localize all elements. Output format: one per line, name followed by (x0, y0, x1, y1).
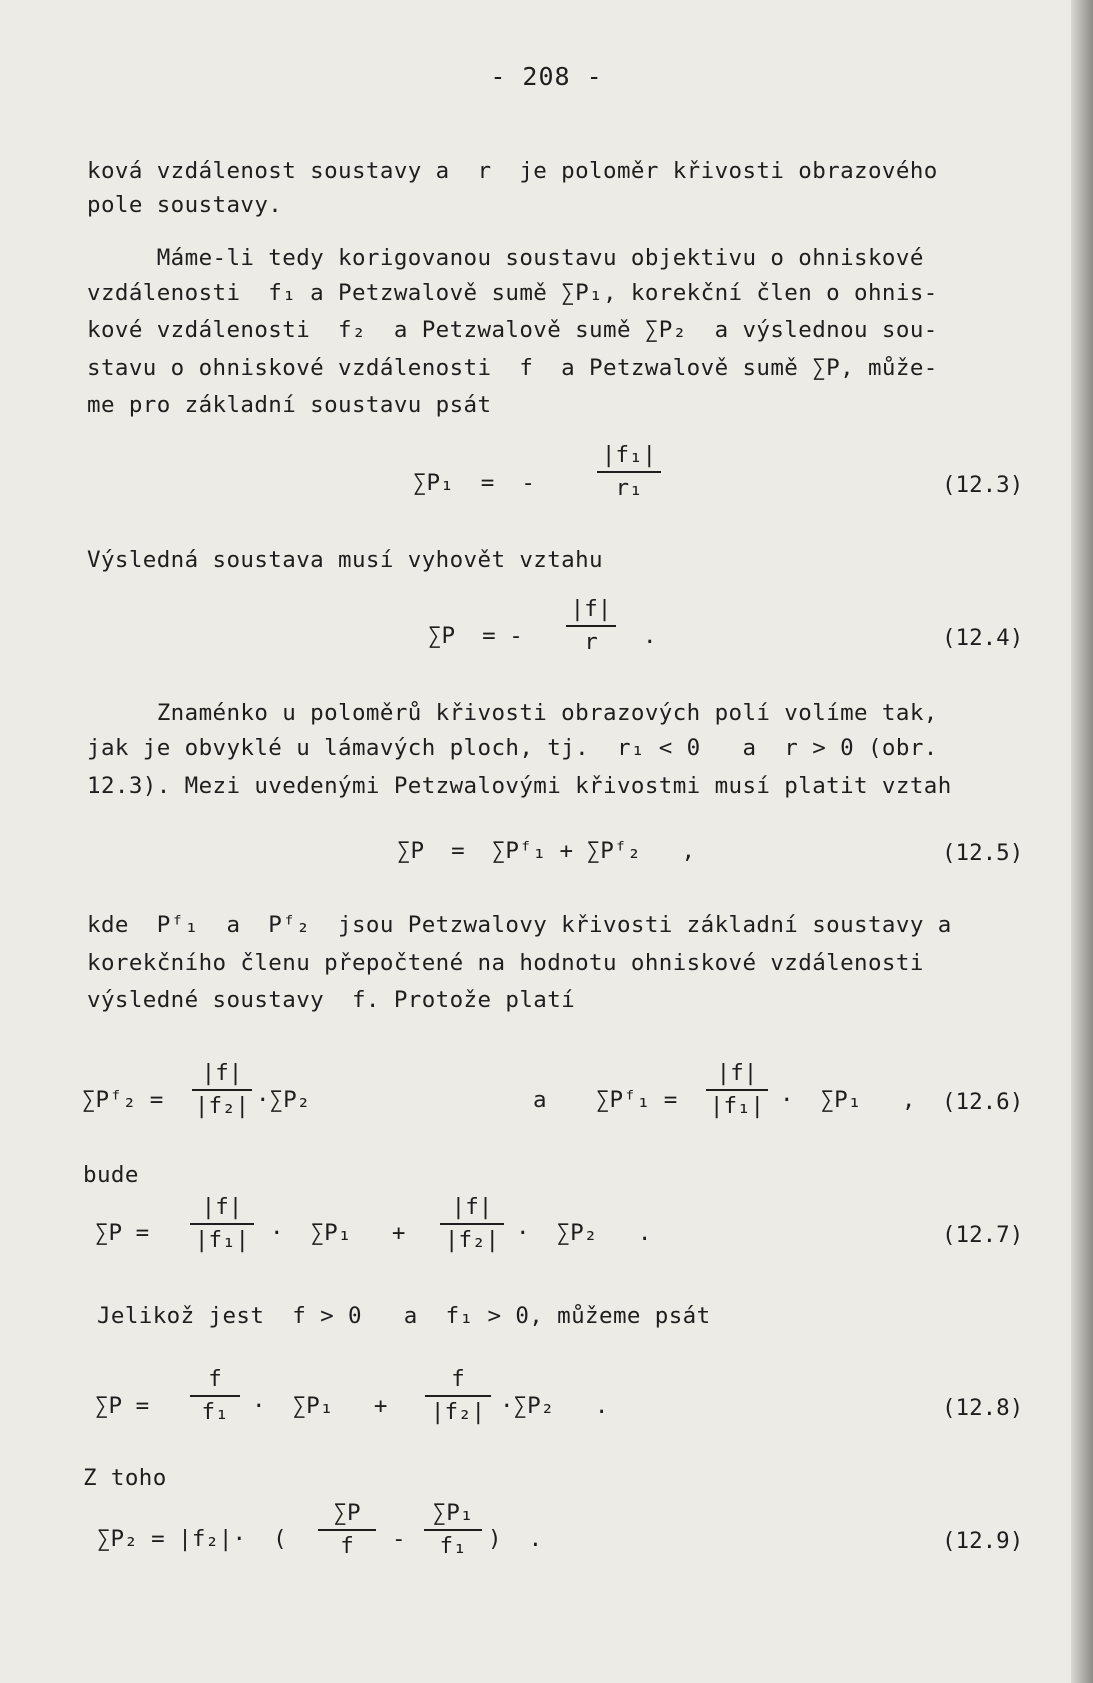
denominator: |f₁| (194, 1226, 250, 1253)
equation-number: (12.7) (942, 1222, 1024, 1248)
equation-12-6-right-fraction (706, 1062, 768, 1117)
text-line: Výsledná soustava musí vyhovět vztahu (87, 547, 604, 573)
equation-number: (12.3) (942, 472, 1024, 498)
text-line: bude (83, 1162, 139, 1188)
equation-12-8-fraction-2 (425, 1368, 491, 1423)
equation-12-4-lhs: ∑P = - (428, 623, 523, 649)
equation-12-3-fraction (597, 444, 661, 499)
equation-12-6-left-fraction (192, 1062, 252, 1117)
numerator: |f| (570, 596, 612, 622)
equation-12-6-right-tail: · ∑P₁ , (780, 1087, 916, 1113)
numerator: |f| (451, 1194, 493, 1220)
text-line: kové vzdálenosti f₂ a Petzwalově sumě ∑P₂ a výslednou sou- (87, 317, 938, 343)
denominator: f₁ (201, 1398, 229, 1425)
text-line: Z toho (83, 1465, 167, 1491)
denominator: f (340, 1532, 354, 1559)
text-line: Jelikož jest f > 0 a f₁ > 0, můžeme psát (83, 1303, 711, 1329)
text-line: 12.3). Mezi uvedenými Petzwalovými křivostmi musí platit vztah (87, 773, 952, 799)
equation-12-9-lhs: ∑P₂ = |f₂|· ( (97, 1526, 287, 1552)
numerator: f (208, 1366, 222, 1392)
numerator: f (451, 1366, 465, 1392)
equation-number: (12.8) (942, 1395, 1024, 1421)
numerator: |f₁| (601, 442, 657, 468)
page-number: - 208 - (490, 62, 603, 91)
equation-12-8-fraction-1 (190, 1368, 240, 1423)
numerator: ∑P (333, 1500, 361, 1526)
equation-12-9-fraction-2 (424, 1502, 482, 1557)
denominator: f₁ (439, 1532, 467, 1559)
equation-number: (12.4) (942, 625, 1024, 651)
denominator: |f₂| (194, 1092, 250, 1119)
denominator: |f₂| (444, 1226, 500, 1253)
equation-12-9-tail: ) . (488, 1526, 543, 1552)
equation-12-4-tail: . (643, 623, 657, 649)
equation-12-9-fraction-1 (318, 1502, 376, 1557)
text-line: ková vzdálenost soustavy a r je poloměr křivosti obrazového (87, 158, 938, 184)
equation-12-6-conjunction: a (533, 1087, 547, 1113)
equation-number: (12.6) (942, 1089, 1024, 1115)
equation-12-8-lhs: ∑P = (95, 1393, 150, 1419)
numerator: ∑P₁ (432, 1500, 474, 1526)
page-edge-shadow (1071, 0, 1093, 1683)
denominator: r (584, 628, 598, 655)
equation-12-8-term-1: · ∑P₁ + (252, 1393, 388, 1419)
numerator: |f| (716, 1060, 758, 1086)
equation-12-9-minus: - (392, 1526, 406, 1552)
numerator: |f| (201, 1060, 243, 1086)
equation-12-3-lhs: ∑P₁ = - (413, 470, 535, 496)
denominator: |f₁| (709, 1092, 765, 1119)
equation-12-6-left-tail: ·∑P₂ (256, 1087, 311, 1113)
text-line: Znaménko u poloměrů křivosti obrazových polí volíme tak, (87, 700, 938, 726)
equation-12-6-left-lhs: ∑Pᶠ₂ = (82, 1087, 164, 1113)
text-line: pole soustavy. (87, 192, 283, 218)
equation-12-7-term-2: · ∑P₂ . (516, 1220, 652, 1246)
text-line: Máme-li tedy korigovanou soustavu objektivu o ohniskové (87, 245, 924, 271)
text-line: jak je obvyklé u lámavých ploch, tj. r₁ < 0 a r > 0 (obr. (87, 735, 938, 761)
equation-12-4-fraction (566, 598, 616, 653)
text-line: vzdálenosti f₁ a Petzwalově sumě ∑P₁, korekční člen o ohnis- (87, 280, 938, 306)
text-line: me pro základní soustavu psát (87, 392, 492, 418)
equation-12-7-term-1: · ∑P₁ + (270, 1220, 406, 1246)
equation-12-6-right-lhs: ∑Pᶠ₁ = (596, 1087, 678, 1113)
equation-number: (12.5) (942, 840, 1024, 866)
numerator: |f| (201, 1194, 243, 1220)
equation-12-5: ∑P = ∑Pᶠ₁ + ∑Pᶠ₂ , (397, 838, 696, 864)
denominator: r₁ (615, 474, 643, 501)
denominator: |f₂| (430, 1398, 486, 1425)
equation-12-7-lhs: ∑P = (95, 1220, 150, 1246)
equation-12-7-fraction-2 (440, 1196, 504, 1251)
text-line: výsledné soustavy f. Protože platí (87, 987, 576, 1013)
text-line: korekčního členu přepočtené na hodnotu ohniskové vzdálenosti (87, 950, 924, 976)
text-line: stavu o ohniskové vzdálenosti f a Petzwalově sumě ∑P, může- (87, 355, 938, 381)
equation-number: (12.9) (942, 1528, 1024, 1554)
equation-12-8-term-2: ·∑P₂ . (500, 1393, 609, 1419)
equation-12-7-fraction-1 (190, 1196, 254, 1251)
text-line: kde Pᶠ₁ a Pᶠ₂ jsou Petzwalovy křivosti základní soustavy a (87, 912, 952, 938)
